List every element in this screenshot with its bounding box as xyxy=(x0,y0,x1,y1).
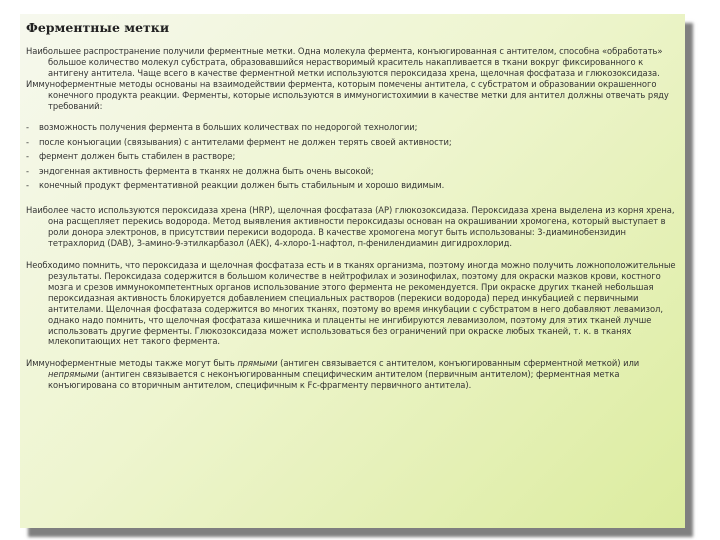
dash-marker: - xyxy=(26,180,29,191)
list-item: - фермент должен быть стабилен в растворе; xyxy=(26,151,236,162)
paragraph-direct-indirect: Иммуноферментные методы также могут быть прямыми (антиген связывается с антителом, конъюгированным сферментной меткой) или непрямыми (антиген связывается с неконъюгированным специфическим антителом (первичным антителом); ферментная метка конъюгирована со вторичным антителом, специфичным к Fc-фрагменту первичного антитела). xyxy=(26,358,640,391)
spacer xyxy=(26,111,677,122)
list-item: - конечный продукт ферментативной реакции должен быть стабильным и хорошо видимым. xyxy=(26,180,445,191)
body-text xyxy=(26,46,677,391)
list-item: - эндогенная активность фермента в тканях не должна быть очень высокой; xyxy=(26,165,374,176)
paragraph-warnings: Необходимо помнить, что пероксидаза и щелочная фосфатаза есть и в тканях организма, поэтому иногда можно получить ложноположительные результаты. Пероксидаза содержится в большом количестве в нейтрофилах и эозинофилах, поэтому для окраски мазков крови, костного мозга и срезов иммунокомпетентных органов использование этого фермента не рекомендуется. При окраске других тканей небольшая пероксидазная активность блокируется добавлением специальных растворов (перекиси водорода) перед инкубацией с первичными антителами. Щелочная фосфатаза содержится во многих тканях, поэтому во время инкубации с субстратом в него добавляют левамизол, однако надо помнить, что щелочная фосфатаза кишечника и плаценты не ингибируются левамизолом, поэтому для этих тканей лучше использовать другие ферменты. Глюкозоксидаза может использоваться без ограничений при окраске любых тканей, т. к. в тканях млекопитающих нет такого фермента. xyxy=(26,260,676,347)
paragraph-intro: Наибольшее распространение получили ферментные метки. Одна молекула фермента, конъюгированная с антителом, способна «обработать» большое количество молекул субстрата, образовавшийся нерастворимый краситель накапливается в ткани вокруг фиксированного к антигену антитела. Чаще всего в качестве ферментной метки используются пероксидаза хрена, щелочная фосфатаза и глюкозоксидаза. xyxy=(26,46,663,78)
spacer xyxy=(26,249,677,260)
term-indirect: непрямыми xyxy=(48,369,99,380)
dash-marker: - xyxy=(26,165,29,176)
paragraph-hrp: Наиболее часто используются пероксидаза хрена (HRP), щелочная фосфатаза (АР) глюкозоксидаза. Пероксидаза хрена выделена из корня хрена, она расщепляет перекись водорода. Метод выявления активности пероксидазы основан на окрашивании хромогена, который выступает в роли донора электронов, в присутствии перекиси водорода. В качестве хромогена могут быть использованы: 3-диаминобензидин тетрахлорид (DAB), 3-амино-9-этилкарбазол (AEK), 4-хлоро-1-нафтол, п-фенилендиамин дигидрохлорид. xyxy=(26,205,675,249)
paragraph-methods: Иммуноферментные методы основаны на взаимодействии фермента, которым помечены антитела, с субстратом и образовании окрашенного конечного продукта реакции. Ферменты, которые используются в иммуногистохимии в качестве метки для антител должны отвечать ряду требований: xyxy=(26,78,669,111)
dash-marker: - xyxy=(26,136,29,147)
dash-marker: - xyxy=(26,151,29,162)
spacer xyxy=(26,347,677,358)
term-direct: прямыми xyxy=(237,358,278,369)
content-card xyxy=(20,14,685,528)
page-title: Ферментные метки xyxy=(26,20,170,35)
list-item: - возможность получения фермента в больших количествах по недорогой технологии; xyxy=(26,122,418,133)
requirements-list xyxy=(26,122,677,191)
spacer xyxy=(26,194,677,205)
dash-marker: - xyxy=(26,122,29,133)
list-item: - после конъюгации (связывания) с антителами фермент не должен терять своей активности; xyxy=(26,136,452,147)
